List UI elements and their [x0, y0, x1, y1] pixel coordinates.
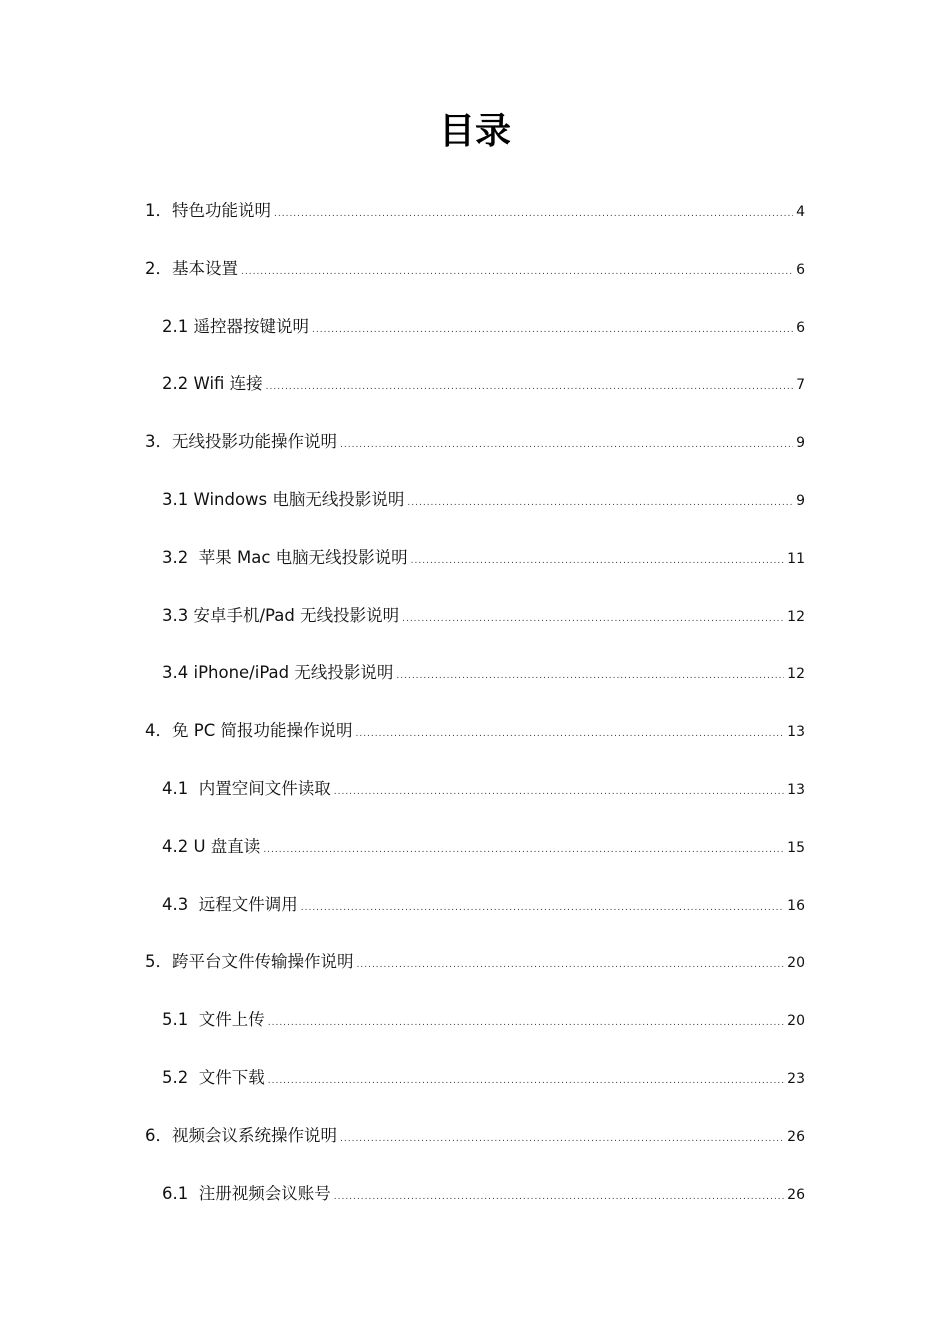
toc-entry-text: 4.3 远程文件调用 [162, 894, 298, 914]
toc-dot-leader [312, 318, 793, 342]
toc-dot-leader [334, 1185, 784, 1209]
toc-title: 目录 [438, 111, 511, 152]
toc-page-number: 12 [787, 666, 805, 683]
toc-dot-leader [334, 780, 784, 804]
toc-entry[interactable] [162, 1008, 805, 1032]
toc-entry[interactable] [145, 1124, 805, 1148]
toc-entry[interactable] [145, 257, 805, 281]
toc-dot-leader [263, 838, 784, 862]
toc-page-number: 15 [787, 839, 805, 856]
toc-entry[interactable] [162, 777, 805, 801]
toc-entry[interactable] [162, 546, 805, 570]
toc-dot-leader [241, 260, 793, 284]
toc-page-number: 6 [796, 319, 805, 336]
toc-entry-text: 5.2 文件下载 [162, 1068, 265, 1087]
toc-page-number: 13 [787, 724, 805, 741]
toc-page-number: 12 [787, 608, 805, 625]
toc-entry[interactable] [162, 315, 805, 339]
toc-entry[interactable] [162, 604, 805, 628]
toc-entry[interactable] [162, 661, 805, 685]
toc-entry[interactable] [145, 430, 805, 454]
toc-entry[interactable] [162, 893, 805, 917]
toc-dot-leader [411, 549, 785, 573]
toc-dot-leader [301, 896, 784, 920]
toc-page-number: 23 [787, 1071, 805, 1087]
toc-page-number: 20 [787, 1013, 805, 1030]
toc-entry-text: 6．视频会议系统操作说明 [145, 1125, 337, 1145]
toc-dot-leader [402, 607, 784, 631]
toc-dot-leader [268, 1011, 784, 1035]
toc-page-number: 16 [787, 897, 805, 914]
toc-entry-text: 3.3 安卓手机/Pad 无线投影说明 [162, 605, 400, 625]
toc-dot-leader [274, 202, 793, 226]
toc-page-number: 7 [796, 377, 805, 394]
toc-entry[interactable] [145, 950, 805, 974]
toc-dot-leader [396, 664, 784, 688]
toc-page-number: 9 [796, 493, 805, 509]
toc-dot-leader [340, 433, 793, 457]
toc-dot-leader [340, 1127, 784, 1151]
toc-dot-leader [357, 953, 785, 977]
toc-entry-text: 1．特色功能说明 [145, 201, 271, 220]
toc-dot-leader [407, 491, 793, 515]
toc-page-number: 6 [796, 261, 805, 278]
toc-dot-leader [355, 722, 784, 746]
toc-entry-text: 6.1 注册视频会议账号 [162, 1183, 331, 1203]
toc-entry[interactable] [162, 835, 805, 859]
toc-entry-text: 3．无线投影功能操作说明 [145, 432, 337, 452]
toc-entry[interactable] [162, 1066, 805, 1090]
toc-entry-text: 2．基本设置 [145, 258, 238, 278]
toc-entry-text: 4.1 内置空间文件读取 [162, 779, 331, 798]
toc-entry[interactable] [145, 199, 805, 223]
toc-entry[interactable] [162, 1182, 805, 1206]
toc-entry-text: 4．免 PC 简报功能操作说明 [145, 721, 353, 741]
toc-page-number: 9 [796, 435, 805, 452]
toc-entry-text: 3.4 iPhone/iPad 无线投影说明 [162, 663, 394, 683]
toc-entry[interactable] [145, 719, 805, 743]
toc-entry[interactable] [162, 372, 805, 396]
toc-page-number: 26 [787, 1128, 805, 1145]
toc-page-number: 13 [787, 782, 805, 798]
toc-entry-text: 5．跨平台文件传输操作说明 [145, 952, 354, 972]
toc-entry[interactable] [162, 488, 805, 512]
toc-page-number: 11 [787, 550, 805, 567]
toc-entry-text: 3.1 Windows 电脑无线投影说明 [162, 490, 405, 509]
toc-page-number: 20 [787, 955, 805, 972]
toc-entry-text: 2.2 Wifi 连接 [162, 374, 263, 394]
toc-page-number: 26 [787, 1186, 805, 1203]
toc-entry-text: 5.1 文件上传 [162, 1010, 265, 1030]
toc-entry-text: 4.2 U 盘直读 [162, 836, 261, 856]
toc-dot-leader [266, 375, 793, 399]
toc-entry-text: 3.2 苹果 Mac 电脑无线投影说明 [162, 547, 408, 567]
toc-entry-text: 2.1 遥控器按键说明 [162, 316, 309, 336]
toc-dot-leader [268, 1069, 784, 1093]
toc-page-number: 4 [796, 204, 805, 220]
